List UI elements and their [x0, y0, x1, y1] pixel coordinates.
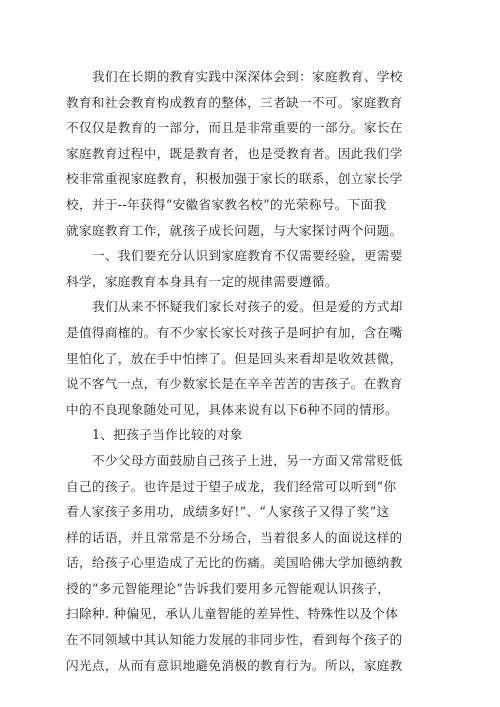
section-heading-line: 一、我们要充分认识到家庭教育不仅需要经验，更需要 — [92, 248, 403, 264]
paragraph-line: 校非常重视家庭教育，积极加强于家长的联系，创立家长学 — [66, 171, 403, 187]
subheading-line: 1、把孩子当作比较的对象 — [92, 427, 243, 443]
paragraph-line: 在不同领域中其认知能力发展的非同步性，看到每个孩子的 — [66, 632, 403, 648]
paragraph-line: 我们从来不怀疑我们家长对孩子的爱。但是爱的方式却 — [92, 299, 403, 315]
paragraph-line: 是值得商榷的。有不少家长家长对孩子是呵护有加，含在嘴 — [66, 324, 403, 340]
paragraph-line: 闪光点，从而有意识地避免消极的教育行为。所以，家庭教 — [66, 657, 403, 673]
paragraph-line: 就家庭教育工作，就孩子成长问题，与大家探讨两个问题。 — [66, 222, 403, 238]
paragraph-line: 里怕化了，放在手中怕摔了。但是回头来看却是收效甚微， — [66, 350, 403, 366]
paragraph-line: 教育和社会教育构成教育的整体，三者缺一不可。家庭教育 — [66, 94, 403, 110]
paragraph-line: 扫除种. 种偏见，承认儿童智能的差异性、特殊性以及个体 — [66, 606, 399, 622]
body-text — [66, 64, 438, 678]
paragraph-line: 家庭教育过程中，既是教育者，也是受教育者。因此我们学 — [66, 145, 403, 161]
paragraph-line: 不少父母方面鼓励自己孩子上进，另一方面又常常贬低 — [92, 452, 403, 468]
paragraph-line: 我们在长期的教育实践中深深体会到：家庭教育、学校 — [92, 69, 403, 84]
paragraph-line: 授的“多元智能理论”告诉我们要用多元智能观认识孩子， — [66, 580, 391, 596]
paragraph-line: 样的话语，并且常常是不分场合，当着很多人的面说这样的 — [66, 529, 403, 545]
paragraph-line: 看人家孩子多用功，成绩多好!”、“人家孩子又得了奖”这 — [66, 504, 390, 520]
paragraph-line: 说不客气一点，有少数家长是在辛辛苦苦的害孩子。在教育 — [66, 376, 403, 392]
paragraph-line: 自己的孩子。也许是过于望子成龙，我们经常可以听到“你 — [66, 478, 397, 494]
paragraph-line: 话，给孩子心里造成了无比的伤痛。美国哈佛大学加德纳教 — [66, 555, 403, 571]
paragraph-line: 校，并于--年获得“安徽省家教名校”的光荣称号。下面我 — [66, 196, 387, 212]
paragraph-line: 中的不良现象随处可见，具体来说有以下6种不同的情形。 — [66, 401, 398, 417]
paragraph-line: 不仅仅是教育的一部分，而且是非常重要的一部分。家长在 — [66, 120, 403, 136]
section-heading-line: 科学，家庭教育本身具有一定的规律需要遵循。 — [66, 273, 338, 289]
